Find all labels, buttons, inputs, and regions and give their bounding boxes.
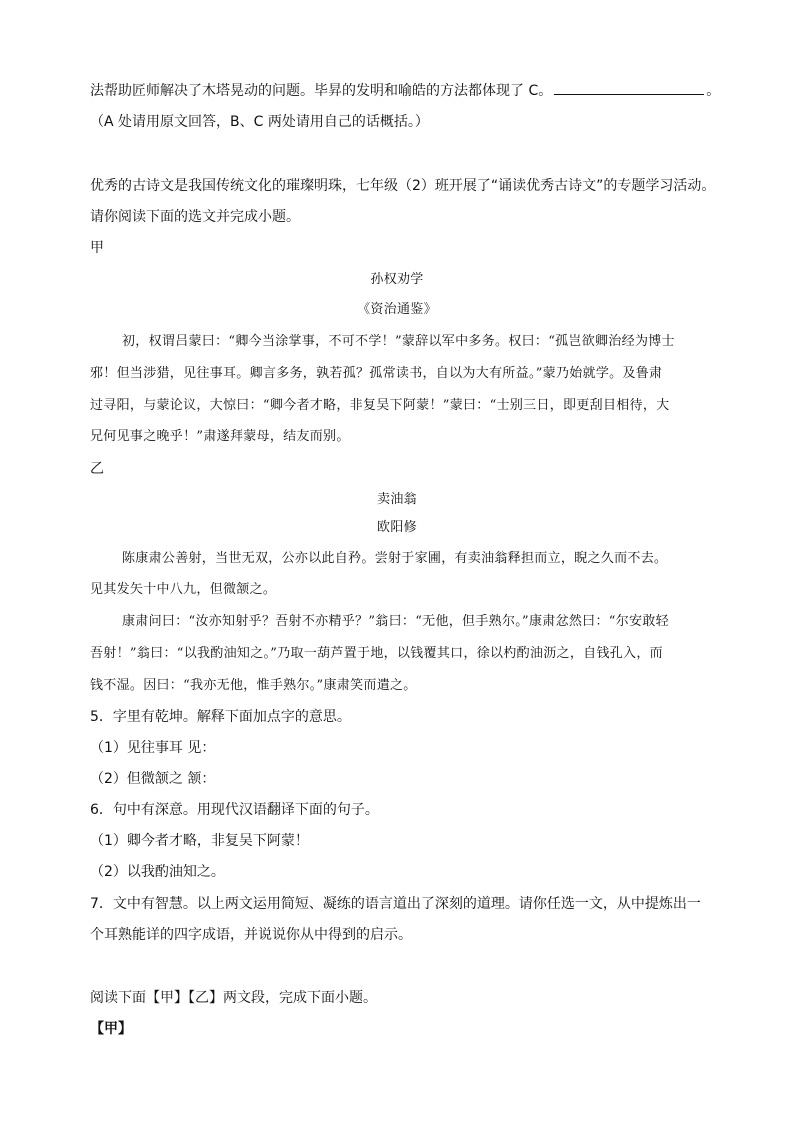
prev-question-line-1: [90, 80, 720, 101]
question-5-1: （1）见往事耳 见：: [90, 740, 216, 756]
section3-jia-label: 【甲】: [90, 1021, 132, 1037]
question-5-2: （2）但微颔之 颔：: [90, 771, 216, 787]
passage-yi-line: 康肃问曰：“汝亦知射乎？吾射不亦精乎？”翁曰：“无他，但手熟尔。”康肃忿然曰：“尔安敢轻: [122, 614, 669, 629]
question-6-1: （1）卿今者才略，非复吴下阿蒙！: [90, 833, 309, 849]
prev-question-text: 法帮助匠师解决了木塔晃动的问题。毕昇的发明和喻皓的方法都体现了 C。: [90, 83, 553, 99]
passage-yi-author: 欧阳修: [377, 520, 417, 535]
question-6-2: （2）以我酌油知之。: [90, 864, 225, 880]
prev-question-note: （A 处请用原文回答，B、C 两处请用自己的话概括。）: [90, 114, 429, 130]
passage-yi-line: 吾射！”翁曰：“以我酌油知之。”乃取一葫芦置于地，以钱覆其口，徐以杓酌油沥之，自钱孔入，而: [90, 646, 663, 661]
question-7-line-1: 7．文中有智慧。以上两文运用简短、凝练的语言道出了深刻的道理。请你任选一文，从中提炼出一: [90, 896, 701, 912]
answer-blank-c[interactable]: [554, 80, 704, 95]
passage-yi-line: 钱不湿。因曰：“我亦无他，惟手熟尔。”康肃笑而遣之。: [90, 678, 417, 693]
prev-question-end: 。: [706, 83, 721, 99]
passage-jia-line: 邪！但当涉猎，见往事耳。卿言多务，孰若孤？孤常读书，自以为大有所益。”蒙乃始就学。及鲁肃: [90, 366, 663, 381]
passage-yi-line: 见其发矢十中八九，但微颔之。: [90, 582, 277, 597]
passage-yi-label: 乙: [90, 461, 104, 477]
passage-jia-line: 兄何见事之晚乎！”肃遂拜蒙母，结友而别。: [90, 429, 350, 444]
passage-jia-title: 孙权劝学: [370, 272, 424, 287]
section2-intro-1: 优秀的古诗文是我国传统文化的璀璨明珠，七年级（2）班开展了“诵读优秀古诗文”的专题学习活动。: [90, 178, 716, 194]
section3-intro: 阅读下面【甲】【乙】两文段，完成下面小题。: [90, 990, 377, 1006]
question-7-line-2: 个耳熟能详的四字成语，并说说你从中得到的启示。: [90, 927, 412, 943]
passage-yi-title: 卖油翁: [377, 492, 417, 507]
question-5: 5．字里有乾坤。解释下面加点字的意思。: [90, 709, 351, 725]
passage-yi-line: 陈康肃公善射，当世无双，公亦以此自矜。尝射于家圃，有卖油翁释担而立，睨之久而不去。: [122, 551, 668, 566]
passage-jia-label: 甲: [90, 240, 104, 256]
passage-jia-source: 《资治通鉴》: [357, 302, 437, 317]
passage-jia-line: 初，权谓吕蒙曰：“卿今当涂掌事，不可不学！”蒙辞以军中多务。权曰：“孤岂欲卿治经为博士: [122, 334, 675, 349]
passage-jia-line: 过寻阳，与蒙论议，大惊曰：“卿今者才略，非复吴下阿蒙！”蒙曰：“士别三日，即更刮目相待，大: [90, 398, 670, 413]
section2-intro-2: 请你阅读下面的选文并完成小题。: [90, 209, 300, 225]
question-6: 6．句中有深意。用现代汉语翻译下面的句子。: [90, 802, 379, 818]
